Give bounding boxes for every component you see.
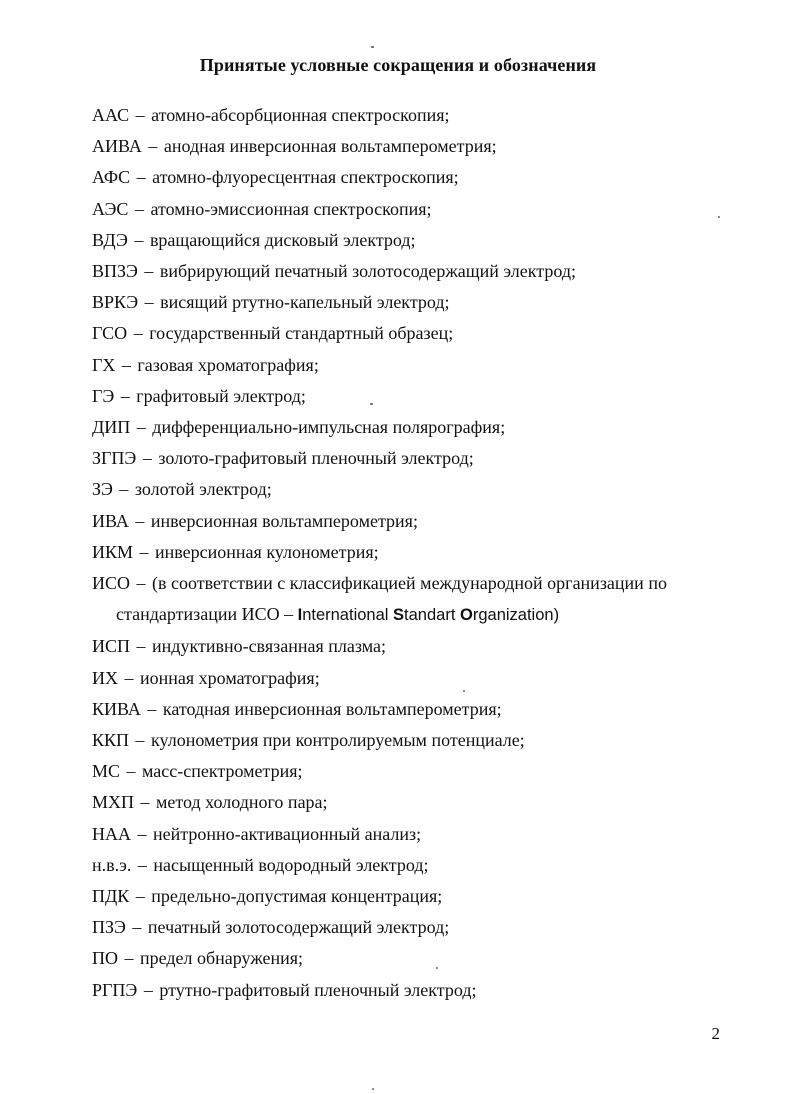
scan-speck bbox=[436, 967, 438, 969]
abbreviation: ААС bbox=[92, 105, 130, 125]
list-item-continuation bbox=[92, 599, 732, 631]
abbreviation: ПО bbox=[92, 948, 118, 969]
definition: анодная инверсионная вольтамперометрия; bbox=[163, 136, 497, 157]
abbreviation: МХП bbox=[92, 792, 135, 813]
dash: – bbox=[144, 261, 154, 282]
definition: инверсионная кулонометрия; bbox=[155, 541, 379, 562]
abbreviation: ДИП bbox=[92, 417, 131, 438]
abbreviation: НАА bbox=[92, 823, 131, 844]
abbreviation: АФС bbox=[92, 167, 131, 188]
abbreviation: ГСО bbox=[92, 323, 128, 344]
abbreviation: ГЭ bbox=[92, 385, 115, 406]
abbreviation: РГПЭ bbox=[92, 979, 138, 1000]
dash: – bbox=[119, 479, 129, 500]
page-title: Принятые условные сокращения и обозначения bbox=[199, 55, 597, 75]
list-item bbox=[92, 694, 732, 725]
dash: – bbox=[134, 198, 144, 219]
dash: – bbox=[144, 292, 154, 313]
iso-prefix: стандартизации ИСО – bbox=[116, 604, 294, 625]
abbreviation-list bbox=[92, 100, 732, 1006]
definition: нейтронно-активационный анализ; bbox=[153, 823, 422, 844]
list-item bbox=[92, 256, 732, 287]
list-item bbox=[92, 568, 732, 599]
definition: (в соответствии с классификацией международной организации по bbox=[152, 573, 667, 594]
list-item bbox=[92, 318, 732, 349]
list-item bbox=[92, 350, 732, 381]
definition: золото-графитовый пленочный электрод; bbox=[158, 448, 474, 469]
list-item bbox=[92, 443, 732, 474]
definition: государственный стандартный образец; bbox=[149, 323, 454, 344]
dash: – bbox=[137, 823, 147, 844]
iso-english-name bbox=[298, 606, 559, 624]
scan-speck bbox=[372, 1088, 374, 1090]
list-item bbox=[92, 912, 732, 943]
list-item bbox=[92, 819, 732, 850]
definition: кулонометрия при контролируемым потенциале; bbox=[151, 730, 525, 751]
definition: предельно-допустимая концентрация; bbox=[151, 886, 443, 907]
dash: – bbox=[132, 917, 142, 938]
definition: дифференциально-импульсная полярография; bbox=[152, 417, 506, 438]
dash: – bbox=[134, 229, 144, 250]
list-item bbox=[92, 100, 732, 131]
definition: атомно-абсорбционная спектроскопия; bbox=[151, 105, 450, 125]
list-item bbox=[92, 975, 732, 1006]
list-item bbox=[92, 537, 732, 568]
dash: – bbox=[136, 573, 146, 594]
dash: – bbox=[142, 448, 152, 469]
definition: метод холодного пара; bbox=[156, 792, 328, 813]
dash: – bbox=[147, 698, 157, 719]
list-item bbox=[92, 474, 732, 505]
abbreviation: ЗЭ bbox=[92, 479, 113, 500]
dash: – bbox=[126, 761, 136, 782]
abbreviation: МС bbox=[92, 761, 121, 782]
definition: висящий ртутно-капельный электрод; bbox=[160, 292, 450, 313]
definition: ионная хроматография; bbox=[140, 667, 320, 688]
abbreviation: н.в.э. bbox=[92, 854, 132, 875]
definition: масс-спектрометрия; bbox=[142, 761, 303, 782]
list-item bbox=[92, 725, 732, 756]
definition: вращающийся дисковый электрод; bbox=[149, 229, 416, 250]
abbreviation: АИВА bbox=[92, 136, 142, 157]
dash: – bbox=[135, 730, 145, 751]
abbreviation: ИВА bbox=[92, 510, 129, 531]
definition: атомно-эмиссионная спектроскопия; bbox=[150, 198, 432, 219]
dash: – bbox=[140, 792, 150, 813]
dash: – bbox=[135, 886, 145, 907]
dash: – bbox=[148, 136, 158, 157]
list-item bbox=[92, 506, 732, 537]
abbreviation: ВПЗЭ bbox=[92, 261, 138, 282]
dash: – bbox=[136, 417, 146, 438]
abbreviation: ЗГПЭ bbox=[92, 448, 137, 469]
dash: – bbox=[133, 323, 143, 344]
dash: – bbox=[121, 354, 131, 375]
dash: – bbox=[124, 948, 134, 969]
iso-word: tandart bbox=[404, 606, 456, 625]
abbreviation: ВДЭ bbox=[92, 229, 128, 250]
scan-speck bbox=[718, 216, 720, 218]
list-item bbox=[92, 881, 732, 912]
scan-speck bbox=[463, 690, 465, 692]
abbreviation: ИКМ bbox=[92, 541, 134, 562]
definition: печатный золотосодержащий электрод; bbox=[147, 917, 450, 938]
list-item bbox=[92, 287, 732, 318]
abbreviation: КИВА bbox=[92, 698, 141, 719]
definition: предел обнаружения; bbox=[140, 948, 304, 969]
dash: – bbox=[143, 979, 153, 1000]
definition: газовая хроматография; bbox=[137, 354, 319, 375]
list-item bbox=[92, 663, 732, 694]
abbreviation: ПДК bbox=[92, 886, 130, 907]
definition: графитовый электрод; bbox=[136, 385, 306, 406]
definition: инверсионная вольтамперометрия; bbox=[150, 510, 418, 531]
list-item bbox=[92, 381, 732, 412]
list-item bbox=[92, 225, 732, 256]
dash: – bbox=[139, 541, 149, 562]
list-item bbox=[92, 412, 732, 443]
list-item bbox=[92, 631, 732, 662]
list-item bbox=[92, 756, 732, 787]
abbreviation: ИСП bbox=[92, 636, 131, 657]
list-item bbox=[92, 787, 732, 818]
dash: – bbox=[135, 510, 145, 531]
definition: катодная инверсионная вольтамперометрия; bbox=[162, 698, 502, 719]
definition: атомно-флуоресцентная спектроскопия; bbox=[152, 167, 459, 188]
iso-word: rganization) bbox=[472, 606, 560, 625]
list-item bbox=[92, 131, 732, 162]
definition: насыщенный водородный электрод; bbox=[153, 854, 429, 875]
iso-initial: I bbox=[297, 606, 303, 625]
dash: – bbox=[124, 667, 134, 688]
iso-word: nternational bbox=[302, 606, 389, 625]
dash: – bbox=[136, 167, 146, 188]
list-item bbox=[92, 194, 732, 225]
page-number: 2 bbox=[711, 1024, 720, 1043]
abbreviation: ИХ bbox=[92, 667, 118, 688]
iso-initial: S bbox=[393, 606, 405, 625]
definition: золотой электрод; bbox=[134, 479, 272, 500]
definition: ртутно-графитовый пленочный электрод; bbox=[159, 979, 477, 1000]
scan-speck bbox=[370, 403, 373, 405]
iso-initial: O bbox=[460, 606, 473, 625]
dash: – bbox=[137, 854, 147, 875]
list-item bbox=[92, 162, 732, 193]
definition: индуктивно-связанная плазма; bbox=[152, 636, 386, 657]
scan-speck bbox=[371, 46, 374, 48]
abbreviation: ПЗЭ bbox=[92, 917, 126, 938]
abbreviation: ИСО bbox=[92, 573, 131, 594]
dash: – bbox=[120, 385, 130, 406]
definition: вибрирующий печатный золотосодержащий электрод; bbox=[159, 261, 577, 282]
dash: – bbox=[136, 636, 146, 657]
dash: – bbox=[135, 105, 145, 125]
abbreviation: ККП bbox=[92, 730, 130, 751]
abbreviation: ГХ bbox=[92, 354, 116, 375]
abbreviation: ВРКЭ bbox=[92, 292, 139, 313]
abbreviation: АЭС bbox=[92, 198, 129, 219]
list-item bbox=[92, 850, 732, 881]
list-item bbox=[92, 943, 732, 974]
